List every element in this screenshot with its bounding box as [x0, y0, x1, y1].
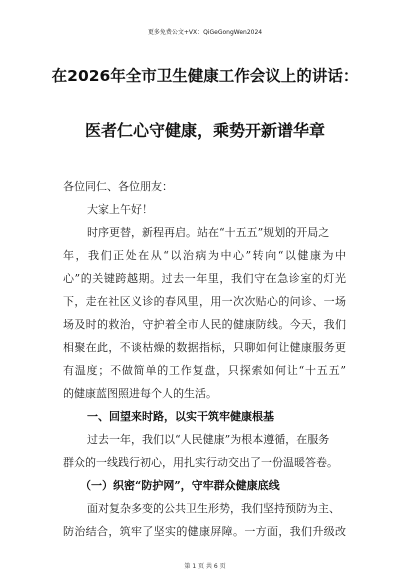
- greeting: 大家上午好！: [87, 203, 153, 216]
- document-title: 在2026年全市卫生健康工作会议上的讲话：: [51, 67, 359, 85]
- paragraph-intro-line: 下，走在社区义诊的春风里，用一次次贴心的问诊、一场: [63, 295, 346, 308]
- paragraph-intro-line: 有温度；不做简单的工作复盘，只探索如何让“十五五”: [63, 364, 346, 377]
- paragraph-line: 防治结合，筑牢了坚实的健康屏障。一方面，我们升级改: [63, 525, 346, 538]
- paragraph-intro-line: 年，我们正处在从“以治病为中心”转向“以健康为中: [63, 249, 346, 262]
- paragraph-line: 群众的一线践行初心，用扎实行动交出了一份温暖答卷。: [63, 456, 338, 469]
- paragraph-intro-line: 场及时的救治，守护着全市人民的健康防线。今天，我们: [63, 318, 346, 331]
- page-footer: 第 1 页 共 6 页: [184, 563, 226, 570]
- subsection-heading: （一）织密“防护网”，守牢群众健康底线: [80, 479, 280, 492]
- paragraph-intro-line: 相聚在此，不谈枯燥的数据指标，只聊如何让健康服务更: [63, 341, 346, 354]
- salutation: 各位同仁、各位朋友：: [63, 180, 173, 193]
- document-subtitle: 医者仁心守健康，乘势开新谱华章: [84, 121, 325, 140]
- header-note: 更多免费公文+VX：QiGeGongWen2024: [147, 29, 263, 36]
- section-heading: 一、回望来时路，以实干筑牢健康根基: [87, 410, 274, 423]
- paragraph-intro-line: 时序更替，新程再启。站在“十五五”规划的开局之: [87, 226, 330, 239]
- paragraph-line: 面对复杂多变的公共卫生形势，我们坚持预防为主、: [87, 502, 340, 515]
- paragraph-intro-line: 的健康蓝图照进每个人的生活。: [63, 387, 217, 400]
- paragraph-line: 过去一年，我们以“人民健康”为根本遵循，在服务: [87, 433, 330, 446]
- paragraph-intro-line: 心”的关键跨越期。过去一年里，我们守在急诊室的灯光: [63, 272, 346, 285]
